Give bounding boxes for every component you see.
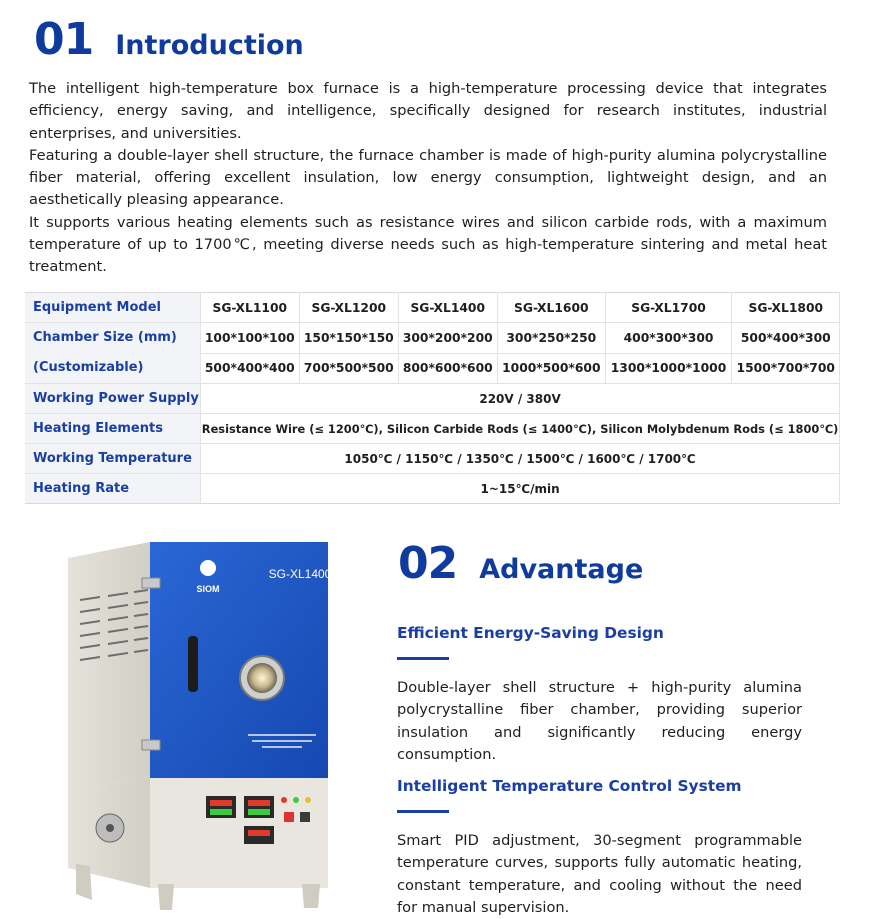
- furnace-product-image: [30, 528, 350, 918]
- table-row: [25, 323, 840, 354]
- viewing-window-glass: [247, 663, 277, 693]
- title-underline: [397, 810, 449, 813]
- advantage-item-title: Efficient Energy-Saving Design: [397, 624, 664, 642]
- chamber-cell: 300*250*250: [497, 323, 605, 354]
- advantage-item-title: Intelligent Temperature Control System: [397, 777, 742, 795]
- chamber-cell: 800*600*600: [398, 353, 497, 384]
- hinge: [142, 740, 160, 750]
- table-row: [25, 414, 840, 444]
- chamber-cell: 500*400*400: [200, 353, 299, 384]
- advantage-heading: [398, 538, 643, 589]
- elements-label: Heating Elements: [25, 414, 200, 444]
- chamber-cell: 100*100*100: [200, 323, 299, 354]
- model-cell: SG-XL1100: [200, 293, 299, 323]
- intro-heading: [34, 14, 304, 65]
- indicator-light: [293, 797, 299, 803]
- hinge: [142, 578, 160, 588]
- indicator-light: [305, 797, 311, 803]
- table-row: [25, 293, 840, 323]
- spec-table: [25, 292, 840, 504]
- chamber-cell: 500*400*300: [732, 323, 840, 354]
- brand-logo-icon: [200, 560, 216, 576]
- intro-body: [29, 78, 827, 279]
- chamber-cell: 1500*700*700: [732, 353, 840, 384]
- chamber-cell: 150*150*150: [299, 323, 398, 354]
- furnace-leg: [76, 864, 92, 900]
- control-button: [300, 812, 310, 822]
- table-row: [25, 384, 840, 414]
- chamber-cell: 700*500*500: [299, 353, 398, 384]
- model-cell: SG-XL1400: [398, 293, 497, 323]
- advantage-item-text: Smart PID adjustment, 30-segment programmable temperature curves, supports fully automatic heating, constant temperature, and cooling without the need for manual supervision.: [397, 832, 802, 916]
- chamber-cell: 1300*1000*1000: [605, 353, 731, 384]
- power-value: 220V / 380V: [200, 384, 840, 414]
- advantage-item-text: Double-layer shell structure + high-purity alumina polycrystalline fiber chamber, providing superior insulation and significantly reducing energy consumption.: [397, 679, 802, 763]
- advantage-section-title: Advantage: [479, 554, 644, 585]
- brand-name: SIOM: [196, 584, 220, 594]
- furnace-side-panel: [68, 542, 150, 790]
- model-cell: SG-XL1200: [299, 293, 398, 323]
- model-badge: SG-XL1400: [268, 567, 332, 581]
- model-cell: SG-XL1800: [732, 293, 840, 323]
- chamber-cell: 300*200*200: [398, 323, 497, 354]
- table-row: [25, 444, 840, 474]
- chamber-label-line-1: Chamber Size (mm): [33, 330, 177, 345]
- door-handle: [188, 636, 198, 692]
- intro-section-number: 01: [34, 14, 94, 65]
- furnace-leg: [302, 884, 320, 908]
- model-label: Equipment Model: [25, 293, 200, 323]
- chamber-label-line-2: (Customizable): [33, 360, 144, 375]
- title-underline: [397, 657, 449, 660]
- elements-value: Resistance Wire (≤ 1200℃), Silicon Carbide Rods (≤ 1400℃), Silicon Molybdenum Rods (≤ 1800℃): [200, 414, 840, 444]
- heating-rate-value: 1~15℃/min: [200, 474, 840, 504]
- intro-paragraph-2: Featuring a double-layer shell structure, the furnace chamber is made of high-purity alumina polycrystalline fiber material, offering excellent insulation, low energy consumption, lightweight design, and an aesthetically pleasing appearance.: [29, 146, 827, 209]
- temperature-value: 1050℃ / 1150℃ / 1350℃ / 1500℃ / 1600℃ / 1700℃: [200, 444, 840, 474]
- furnace-leg: [158, 884, 174, 910]
- heating-rate-label: Heating Rate: [25, 474, 200, 504]
- chamber-cell: 1000*500*600: [497, 353, 605, 384]
- power-label: Working Power Supply: [25, 384, 200, 414]
- chamber-cell: 400*300*300: [605, 323, 731, 354]
- power-switch-icon: [284, 812, 294, 822]
- temperature-label: Working Temperature: [25, 444, 200, 474]
- model-cell: SG-XL1600: [497, 293, 605, 323]
- intro-paragraph-3: It supports various heating elements such as resistance wires and silicon carbide rods, with a maximum temperature of up to 1700℃, meeting diverse needs such as high-temperature sintering and metal heat treatment.: [29, 213, 827, 276]
- indicator-light: [281, 797, 287, 803]
- table-row: [25, 474, 840, 504]
- advantage-item: [397, 624, 802, 766]
- advantage-section-number: 02: [398, 538, 458, 589]
- intro-section-title: Introduction: [115, 30, 304, 61]
- model-cell: SG-XL1700: [605, 293, 731, 323]
- advantage-item: [397, 777, 802, 919]
- chamber-label: [25, 323, 200, 384]
- intro-paragraph-1: The intelligent high-temperature box furnace is a high-temperature processing device that integrates efficiency, energy saving, and intelligence, specifically designed for research institutes, industrial enterprises, and universities.: [29, 80, 827, 142]
- lower-cabinet-front: [150, 778, 328, 888]
